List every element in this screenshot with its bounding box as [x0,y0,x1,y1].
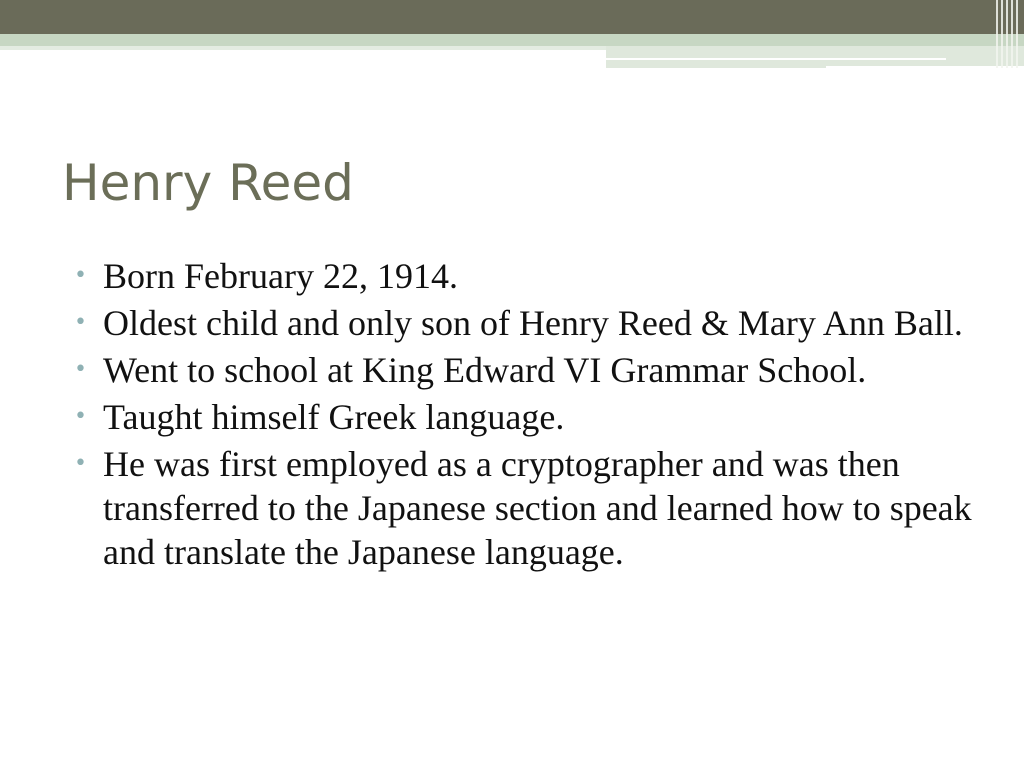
bullet-text: Oldest child and only son of Henry Reed & Mary Ann Ball. [103,303,963,343]
bullet-dot-icon: • [74,263,87,288]
bullet-item [72,301,972,345]
bullet-dot-icon: • [74,404,87,429]
bullet-item [72,395,972,439]
bullet-dot-icon: • [74,451,87,476]
header-accent-tab [606,46,1024,68]
bullet-list [72,254,972,577]
header-band-dark [0,0,1024,34]
bullet-dot-icon: • [74,357,87,382]
bullet-item [72,442,972,574]
bullet-text: Went to school at King Edward VI Grammar School. [103,350,867,390]
bullet-text: Born February 22, 1914. [103,256,458,296]
header-band-light [0,34,1024,46]
bullet-item [72,254,972,298]
bullet-text: He was first employed as a cryptographer and was then transferred to the Japanese section and learned how to speak and translate the Japanese language. [103,444,972,572]
bullet-item [72,348,972,392]
header-stripes [994,0,1024,68]
header-accent-line [606,58,946,60]
bullet-text: Taught himself Greek language. [103,397,565,437]
bullet-dot-icon: • [74,310,87,335]
slide-title: Henry Reed [62,154,354,212]
